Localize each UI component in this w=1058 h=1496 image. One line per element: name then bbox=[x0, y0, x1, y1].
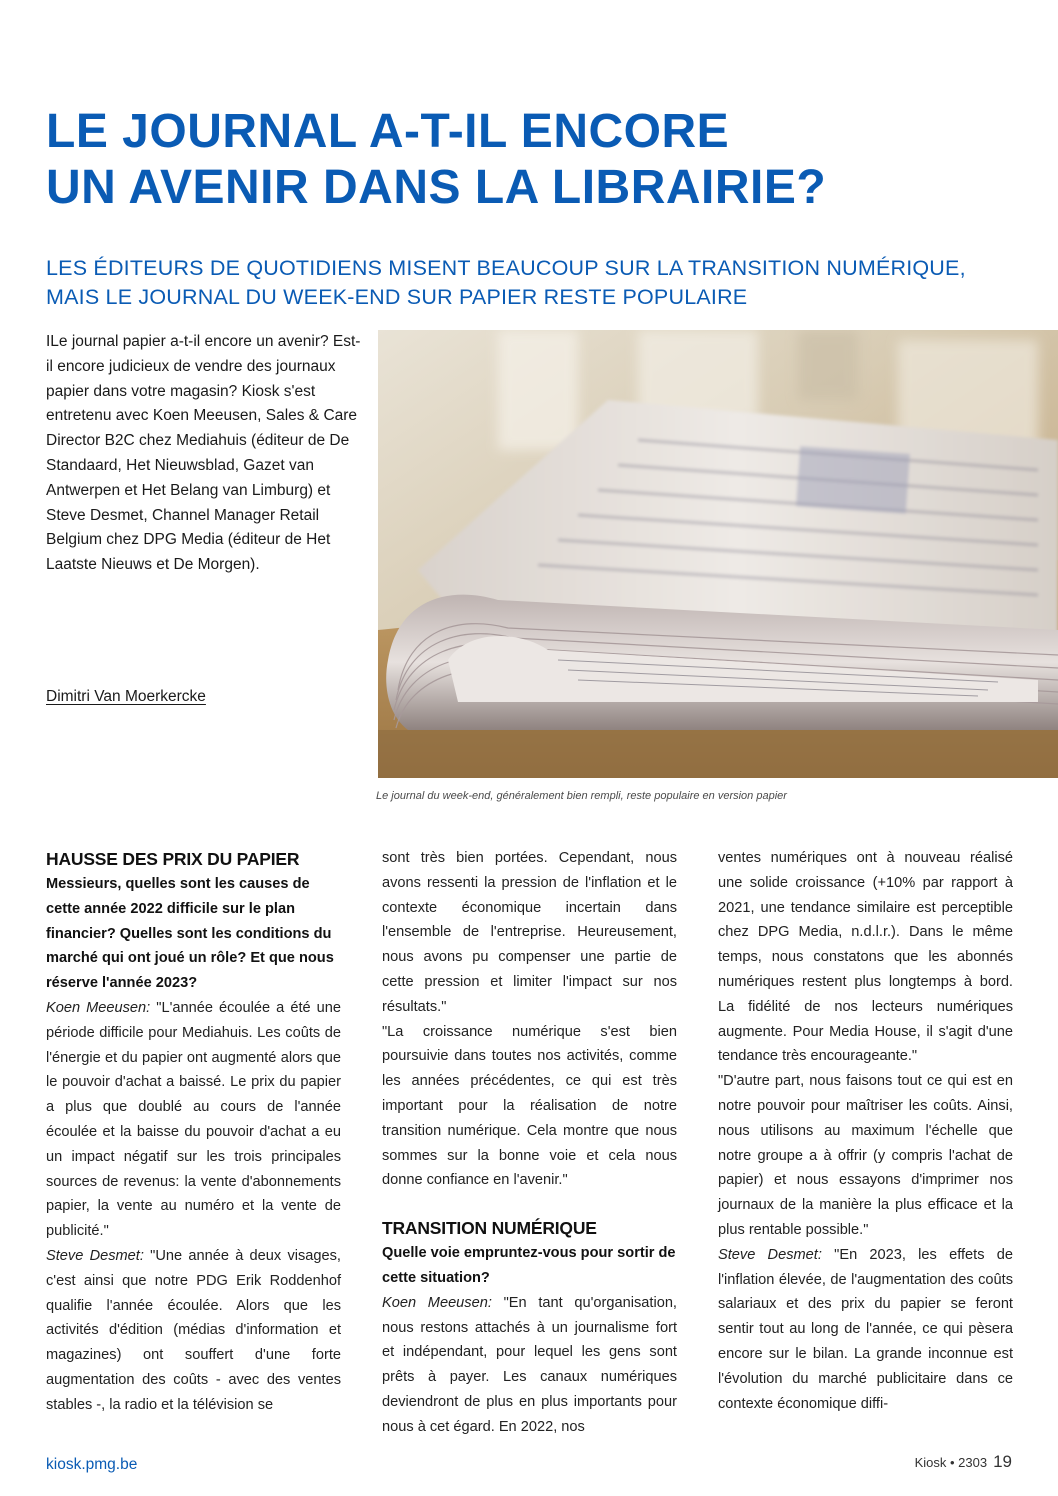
footer-issue: Kiosk • 2303 bbox=[914, 1455, 988, 1470]
answer-text: "L'année écoulée a été une période difficile pour Mediahuis. Les coûts de l'énergie et du papier ont augmenté alors que le pouvoir d'achat a baissé. Le prix du papier a plus que doublé au cours de l'année écoulée et la baisse du pouvoir d'achat a eu un impact négatif sur les trois principales sources de revenus: la vente d'abonnements papier, la vente au numéro et la vente de publicité." bbox=[46, 999, 342, 1240]
answer-paragraph: ventes numériques ont à nouveau réalisé une solide croissance (+10% par rapport à 2021, une tendance similaire est perceptible chez DPG Media, n.d.l.r.). Dans le même temps, nous constatons que les abonnés numériques restent plus longtemps à bord. La fidélité de nos lecteurs numériques augmente. Pour Media House, il s'agit d'une tendance très encourageante." bbox=[718, 850, 1013, 1065]
section-heading-paper-prices: HAUSSE DES PRIX DU PAPIER bbox=[46, 849, 300, 869]
section-spacer bbox=[382, 1193, 677, 1215]
author-byline: Dimitri Van Moerkercke bbox=[46, 688, 206, 705]
speaker-name: Steve Desmet: bbox=[718, 1246, 822, 1263]
answer-text: "En tant qu'organisation, nous restons attachés à un journalisme fort et indépendant, pour lequel les gens sont prêts à payer. Les canaux numériques deviendront de plus en plus importants pour nous à cet égard. En 2022, nos bbox=[382, 1294, 677, 1435]
subtitle-line-2: MAIS LE JOURNAL DU WEEK-END SUR PAPIER RESTE POPULAIRE bbox=[46, 285, 748, 309]
interview-question-2: Quelle voie empruntez-vous pour sortir de cette situation? bbox=[382, 1245, 676, 1286]
interview-question-1: Messieurs, quelles sont les causes de cette année 2022 difficile sur le plan financier? Quelles sont les conditions du marché qui ont joué un rôle? Et que nous réserve l'année 2023? bbox=[46, 876, 334, 992]
section-heading-digital-transition: TRANSITION NUMÉRIQUE bbox=[382, 1218, 597, 1239]
answer-paragraph bbox=[718, 1243, 1013, 1417]
intro-paragraph: ILe journal papier a-t-il encore un avenir? Est-il encore judicieux de vendre des journaux papier dans votre magasin? Kiosk s'est entretenu avec Koen Meeusen, Sales & Care Director B2C chez Mediahuis (éditeur de De Standaard, Het Nieuwsblad, Gazet van Antwerpen et Het Belang van Limburg) et Steve Desmet, Channel Manager Retail Belgium chez DPG Media (éditeur de Het Laatste Nieuws et De Morgen). bbox=[46, 333, 361, 574]
page-subtitle bbox=[46, 254, 1036, 312]
footer-website-link[interactable]: kiosk.pmg.be bbox=[46, 1456, 138, 1473]
answer-text: "Une année à deux visages, c'est ainsi que notre PDG Erik Roddenhof qualifie l'année écoulée. Alors que les activités d'édition (médias d'information et magazines) ont souffert d'une forte augmentation des coûts - avec des ventes stables -, la radio et la télévision se bbox=[46, 1247, 341, 1413]
answer-paragraph bbox=[46, 1244, 341, 1418]
newspaper-photo bbox=[378, 330, 1058, 778]
answer-paragraph: sont très bien portées. Cependant, nous avons ressenti la pression de l'inflation et le contexte économique incertain dans l'ensemble de l'entreprise. Heureusement, nous avons pu compenser une partie de cette pression et limiter l'impact sur nos résultats." bbox=[382, 850, 677, 1015]
answer-paragraph bbox=[46, 996, 341, 1244]
article-column-1 bbox=[46, 846, 341, 1418]
title-line-1: LE JOURNAL A-T-IL ENCORE bbox=[46, 105, 730, 158]
speaker-name: Koen Meeusen: bbox=[382, 1294, 492, 1311]
answer-paragraph: "La croissance numérique s'est bien poursuivie dans toutes nos activités, comme les années précédentes, ce qui est très important pour la réalisation de notre transition numérique. Cela montre que nous sommes sur la bonne voie et cela nous donne confiance en l'avenir." bbox=[382, 1023, 677, 1189]
answer-paragraph: "D'autre part, nous faisons tout ce qui est en notre pouvoir pour maîtriser les coûts. Ainsi, nous utilisons au maximum l'échelle que notre groupe a à offrir (y compris l'achat de papier) et nous essayons d'imprimer nos journaux de la manière la plus efficace et la plus rentable possible." bbox=[718, 1073, 1013, 1238]
answer-paragraph bbox=[382, 1291, 677, 1440]
photo-caption: Le journal du week-end, généralement bien rempli, reste populaire en version papier bbox=[376, 790, 787, 802]
subtitle-line-1: LES ÉDITEURS DE QUOTIDIENS MISENT BEAUCOUP SUR LA TRANSITION NUMÉRIQUE, bbox=[46, 256, 966, 280]
article-column-3 bbox=[718, 846, 1013, 1416]
article-column-2 bbox=[382, 846, 677, 1440]
speaker-name: Koen Meeusen: bbox=[46, 999, 151, 1016]
footer-issue-info bbox=[915, 1452, 1012, 1472]
page-number: 19 bbox=[993, 1452, 1012, 1471]
page-title bbox=[46, 104, 1036, 216]
title-line-2: UN AVENIR DANS LA LIBRAIRIE? bbox=[46, 161, 827, 214]
speaker-name: Steve Desmet: bbox=[46, 1247, 144, 1264]
answer-text: "En 2023, les effets de l'inflation élevée, de l'augmentation des coûts salariaux et des prix du papier se feront sentir tout au long de l'année, ce qui pèsera encore sur le bilan. La grande inconnue est l'évolution du marché publicitaire dans ce contexte économique diffi- bbox=[718, 1246, 1013, 1412]
